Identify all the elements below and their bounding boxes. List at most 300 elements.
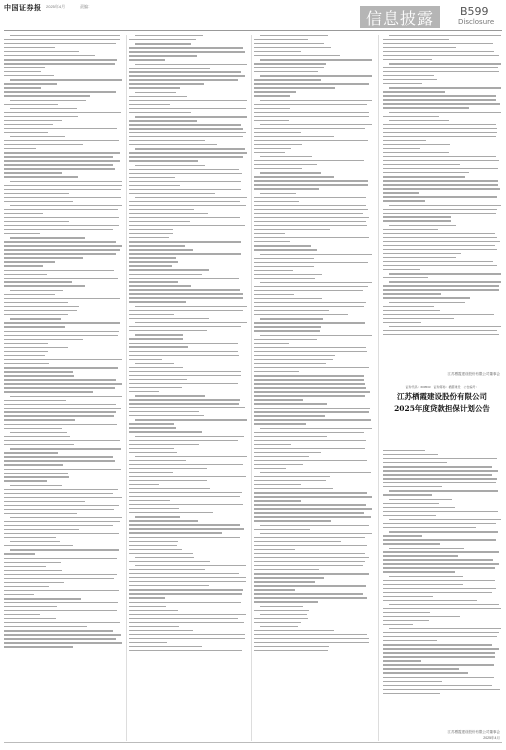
text-line [383,67,498,68]
text-line [254,63,326,64]
text-line [254,104,367,105]
text-line [129,156,243,157]
text-paragraph [129,343,247,348]
text-line [389,519,501,520]
text-line [129,160,198,161]
text-line [389,604,499,605]
text-paragraph [4,108,122,133]
text-line [383,261,493,262]
announcement-company: 江苏栖霞建设股份有限公司 [397,392,487,401]
text-paragraph [383,450,501,463]
text-line [254,67,324,68]
text-paragraph [254,614,372,623]
text-line [4,371,73,372]
text-line [254,233,285,234]
text-line [129,338,183,339]
text-line [383,168,498,169]
text-line [383,216,451,217]
text-line [4,363,49,364]
text-line [254,500,301,501]
announcement-heading [383,385,501,445]
text-line [254,561,365,562]
text-line [254,164,317,165]
text-paragraph [254,75,372,96]
text-paragraph [4,343,122,356]
text-line [129,253,241,254]
text-line [129,132,246,133]
text-line [4,331,119,332]
text-line [389,628,501,629]
text-line [129,136,243,137]
text-line [383,192,419,193]
text-line [129,581,246,582]
text-line [383,470,498,471]
text-line [129,537,240,538]
text-line [254,184,368,185]
text-line [4,419,75,420]
bottom-rule [4,742,502,743]
text-line [254,213,363,214]
text-line [4,209,118,210]
text-line [135,197,247,198]
text-line [383,71,499,72]
text-paragraph [254,408,372,425]
text-paragraph [129,634,247,651]
signoff-bottom: 江苏栖霞建设股份有限公司董事会 [447,730,500,734]
text-line [129,274,202,275]
text-line [254,160,364,161]
text-line [129,614,246,615]
text-line [129,391,159,392]
text-line [383,458,497,459]
text-line [4,261,55,262]
text-line [254,646,329,647]
text-line [254,294,294,295]
text-line [4,132,48,133]
text-line [4,505,119,506]
text-line [4,144,83,145]
text-line [383,660,421,661]
text-paragraph [254,359,372,372]
text-paragraph [383,257,501,270]
text-paragraph [129,363,247,392]
text-line [10,448,121,449]
text-line [383,571,455,572]
text-paragraph [254,606,372,611]
text-line [4,469,121,470]
text-line [4,456,113,457]
text-line [260,318,323,319]
text-line [129,310,243,311]
text-line [254,363,326,364]
text-line [129,399,240,400]
text-line [383,180,498,181]
text-paragraph [383,644,501,673]
text-line [129,100,247,101]
text-line [4,630,113,631]
text-line [4,217,119,218]
text-line [4,464,63,465]
text-line [4,545,73,546]
text-line [10,237,85,238]
text-line [129,213,208,214]
text-line [129,96,187,97]
text-line [260,156,312,157]
text-paragraph [129,488,247,513]
text-line [254,549,295,550]
text-line [254,176,334,177]
text-paragraph [129,64,247,89]
text-line [4,197,121,198]
text-line [129,261,178,262]
text-line [4,578,114,579]
text-line [254,597,367,598]
text-paragraph [383,466,501,487]
text-line [4,533,119,534]
text-line [129,427,176,428]
text-line [254,326,321,327]
text-line [4,112,121,113]
text-paragraph [4,367,122,392]
text-line [4,634,121,635]
text-line [129,448,174,449]
text-line [383,249,497,250]
text-line [383,116,439,117]
text-line [383,220,451,221]
text-paragraph [254,472,372,489]
text-paragraph [4,59,122,76]
text-line [254,87,335,88]
text-line [4,473,68,474]
text-line [10,485,62,486]
text-line [389,63,501,64]
text-line [10,517,122,518]
text-line [129,440,238,441]
text-line [383,245,495,246]
text-line [383,160,499,161]
text-line [254,573,369,574]
text-paragraph [383,281,501,298]
text-line [254,217,369,218]
text-line [383,47,456,48]
text-line [129,241,241,242]
stock-code-line: 证券代码：600533 证券简称：栖霞建设 公告编号： [405,385,479,389]
text-line [4,298,120,299]
text-line [129,460,186,461]
column-divider [126,35,127,741]
text-line [254,537,365,538]
text-line [4,387,115,388]
text-line [383,257,456,258]
text-line [383,559,493,560]
text-line [135,92,176,93]
text-line [383,567,495,568]
text-line [4,67,45,68]
text-line [383,616,460,617]
text-line [4,493,113,494]
text-line [260,335,372,336]
text-line [4,626,87,627]
text-line [4,185,122,186]
text-line [4,71,41,72]
text-line [129,124,241,125]
section-title-en: Disclosure [458,18,495,26]
text-paragraph [383,531,501,544]
text-line [254,310,329,311]
text-line [129,47,243,48]
text-paragraph [129,516,247,533]
text-line [254,516,371,517]
text-line [254,128,365,129]
text-line [4,124,53,125]
text-line [260,193,296,194]
text-line [254,383,365,384]
text-line [254,419,371,420]
text-line [4,574,117,575]
text-paragraph [4,79,122,96]
text-line [383,523,496,524]
text-line [4,602,118,603]
text-line [4,476,69,477]
text-line [254,468,286,469]
text-paragraph [129,35,247,40]
text-line [129,217,240,218]
text-line [254,306,364,307]
text-line [129,75,245,76]
text-paragraph [4,485,122,514]
issue-date: 2025年4月 [46,4,66,9]
text-paragraph [4,517,122,538]
text-line [389,112,501,113]
text-line [129,359,162,360]
text-line [254,180,368,181]
text-line [4,408,121,409]
text-line [4,221,69,222]
text-line [383,233,495,234]
text-line [4,322,120,323]
text-line [254,51,301,52]
text-paragraph [383,548,501,573]
text-line [135,43,191,44]
text-line [129,618,238,619]
text-line [129,626,179,627]
text-line [129,496,240,497]
text-paragraph [4,237,122,266]
text-line [135,456,247,457]
text-line [254,258,314,259]
text-line [129,281,178,282]
text-line [129,593,242,594]
text-line [4,233,40,234]
text-line [4,351,48,352]
text-paragraph [4,205,122,222]
text-paragraph [383,576,501,601]
text-line [254,205,366,206]
text-paragraph [129,165,247,194]
text-line [260,124,372,125]
text-line [4,424,117,425]
text-line [4,120,62,121]
text-line [254,496,372,497]
text-line [4,594,34,595]
text-line [254,168,302,169]
text-line [254,618,308,619]
text-line [254,229,330,230]
text-line [4,87,41,88]
text-line [4,513,77,514]
text-paragraph [129,108,247,113]
text-line [254,55,340,56]
text-line [129,468,207,469]
text-line [129,638,245,639]
text-line [4,566,46,567]
text-line [254,557,369,558]
text-line [383,99,496,100]
text-line [4,570,62,571]
text-paragraph [129,306,247,319]
text-line [135,334,183,335]
text-line [389,273,501,274]
text-line [4,253,116,254]
text-line [383,640,437,641]
text-line [4,558,117,559]
text-line [254,638,369,639]
text-line [129,71,241,72]
text-line [383,188,500,189]
text-line [254,630,334,631]
text-paragraph [4,331,122,340]
text-line [135,116,247,117]
text-line [4,281,72,282]
text-paragraph [254,626,372,651]
text-line [4,355,45,356]
text-line [254,512,364,513]
text-line [260,428,372,429]
text-line [129,484,159,485]
text-line [254,408,370,409]
text-paragraph [4,424,122,429]
text-line [129,545,177,546]
text-line [129,415,204,416]
text-paragraph [4,152,122,177]
text-line [254,411,369,412]
text-line [129,293,243,294]
text-line [383,209,497,210]
text-line [254,601,318,602]
text-paragraph [254,245,372,250]
text-line [383,584,463,585]
text-line [254,642,369,643]
text-line [383,237,497,238]
text-paragraph [129,92,247,105]
text-paragraph [129,225,247,238]
text-line [389,302,465,303]
text-line [383,632,499,633]
text-paragraph [383,112,501,117]
text-line [135,395,205,396]
text-paragraph [383,120,501,149]
text-line [4,610,117,611]
text-line [254,359,333,360]
text-line [4,525,113,526]
text-line [383,539,496,540]
text-line [383,152,449,153]
text-line [389,205,501,206]
text-line [4,529,79,530]
text-line [135,516,180,517]
text-line [383,482,496,483]
text-line [129,476,246,477]
text-line [383,148,420,149]
text-line [10,181,122,182]
text-paragraph [254,59,372,72]
text-line [4,400,66,401]
text-paragraph [383,225,501,254]
text-line [129,549,182,550]
text-line [10,108,77,109]
text-line [4,379,116,380]
text-line [129,346,188,347]
text-paragraph [254,237,372,242]
text-line [383,51,494,52]
text-line [4,83,57,84]
text-line [383,330,497,331]
text-line [254,367,369,368]
text-line [254,266,314,267]
text-line [254,286,368,287]
text-line [135,306,247,307]
text-line [254,545,367,546]
text-line [129,528,244,529]
text-line [4,428,62,429]
text-paragraph [129,322,247,331]
text-line [383,511,498,512]
text-line [254,209,368,210]
text-paragraph [129,197,247,222]
text-line [129,379,187,380]
text-line [383,306,434,307]
text-line [129,285,191,286]
text-column-4-bottom [383,450,501,728]
text-line [254,245,311,246]
text-paragraph [129,43,247,60]
text-line [254,448,365,449]
text-paragraph [4,306,122,315]
text-line [383,241,500,242]
text-paragraph [129,148,247,161]
text-line [389,576,463,577]
text-paragraph [254,298,372,315]
text-line [383,124,496,125]
text-line [129,411,199,412]
text-line [129,573,239,574]
text-line [383,196,497,197]
text-line [383,39,449,40]
text-line [383,507,455,508]
text-line [129,269,209,270]
text-line [4,509,114,510]
text-line [4,606,57,607]
text-line [254,47,331,48]
text-paragraph [4,396,122,421]
text-line [254,395,365,396]
text-line [4,140,119,141]
text-paragraph [254,533,372,542]
text-line [383,107,469,108]
editor-label: 责编： [80,4,92,9]
text-line [4,339,83,340]
text-line [254,343,289,344]
